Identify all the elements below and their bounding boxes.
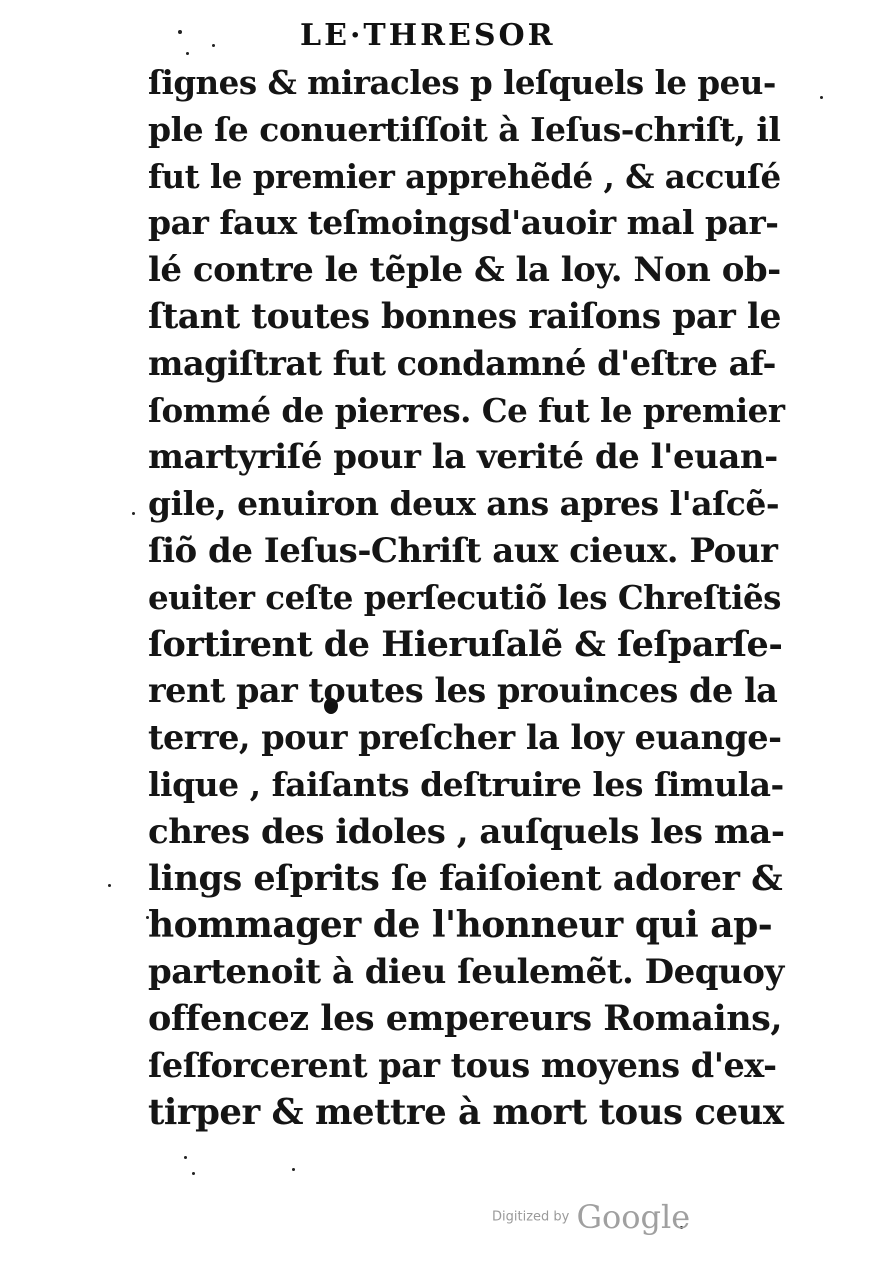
text-line: ſeſforcerent par tous moyens d'ex- (148, 1045, 777, 1085)
text-line: rent par toutes les prouinces de la (148, 671, 778, 711)
text-line: ſommé de pierres. Ce fut le premier (148, 390, 785, 430)
ink-speck (820, 96, 823, 99)
text-line: lings eſprits ſe faiſoient adorer & (148, 857, 783, 899)
text-line: fut le premier apprehẽdé , & accuſé (148, 156, 781, 196)
watermark-prefix: Digitized by (492, 1209, 570, 1225)
digitized-by-google-watermark (492, 1198, 692, 1248)
text-line: ſignes & miracles p leſquels le peu- (148, 63, 776, 102)
text-line: euiter ceſte perſecutiõ les Chreſtiẽs (148, 577, 781, 617)
text-line: par faux teſmoingsd'auoir mal par- (148, 203, 779, 243)
text-line: ſortirent de Hieruſalẽ & ſeſparſe- (148, 623, 783, 665)
google-logo-text: Google (576, 1198, 691, 1236)
text-line: gile, enuiron deux ans apres l'aſcẽ- (148, 484, 780, 524)
text-line: terre, pour preſcher la loy euange- (148, 718, 782, 758)
body-text (148, 60, 788, 1136)
text-line: martyriſé pour la verité de l'euan- (148, 437, 778, 478)
text-line: offencez les empereurs Romains, (148, 997, 783, 1039)
text-line: magiſtrat fut condamné d'eſtre af- (148, 343, 776, 383)
ink-speck (292, 1168, 295, 1171)
ink-speck (184, 1156, 187, 1159)
ink-speck (212, 44, 215, 47)
text-line: tirper & mettre à mort tous ceux (148, 1091, 784, 1133)
text-line: ſtant toutes bonnes raiſons par le (148, 296, 781, 337)
ink-speck (132, 512, 135, 515)
text-line: ſiõ de Ieſus-Chriſt aux cieux. Pour (148, 530, 778, 571)
text-line: hommager de l'honneur qui ap- (148, 904, 773, 947)
ink-speck (108, 884, 111, 887)
text-line: partenoit à dieu ſeulemẽt. Dequoy (148, 952, 784, 993)
text-line: lique , faiſants deſtruire les ſimula- (148, 764, 784, 804)
ink-speck (186, 52, 189, 55)
text-line: ple ſe conuertiſſoit à Ieſus-chriſt, il (148, 109, 781, 149)
text-line: lé contre le tẽple & la loy. Non ob- (148, 250, 781, 291)
running-head: LE·THRESOR (300, 18, 556, 53)
text-line: chres des idoles , auſquels les ma- (148, 811, 785, 852)
ink-speck (178, 30, 182, 34)
ink-speck (192, 1172, 195, 1175)
